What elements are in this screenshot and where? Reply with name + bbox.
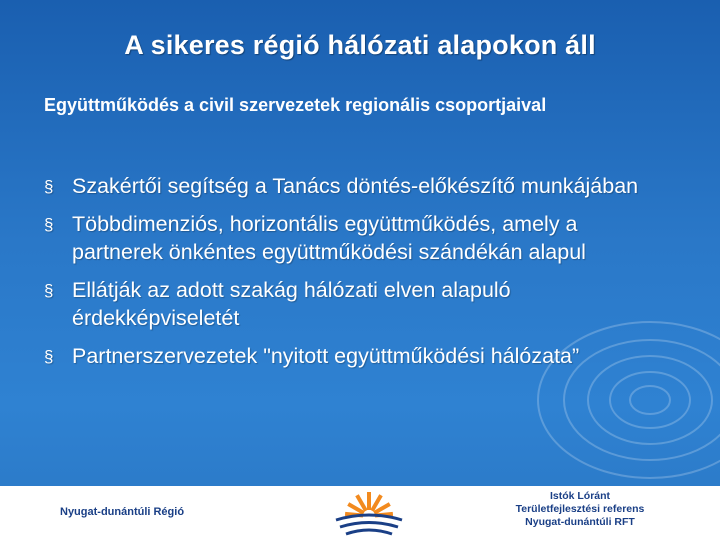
bullet-marker-icon: § — [44, 215, 54, 234]
footer-presenter — [500, 490, 660, 529]
bullet-marker-icon: § — [44, 347, 54, 366]
slide-footer — [0, 486, 720, 540]
presenter-organization: Nyugat-dunántúli RFT — [525, 516, 635, 528]
bullet-item — [44, 210, 674, 266]
presenter-name: Istók Lóránt — [549, 490, 611, 502]
bullet-text: Ellátják az adott szakág hálózati elven alapuló érdekképviseletét — [72, 278, 511, 330]
bullet-text: Többdimenziós, horizontális együttműködés, amely a partnerek önkéntes együttműködési szándékán alapul — [72, 212, 586, 264]
bullet-item — [44, 276, 674, 332]
region-logo-icon — [330, 488, 408, 538]
presenter-role: Területfejlesztési referens — [515, 503, 645, 515]
slide-subtitle: Együttműködés a civil szervezetek regionális csoportjaival — [44, 95, 547, 115]
bullet-marker-icon: § — [44, 177, 54, 196]
bullet-item — [44, 342, 674, 370]
bullet-list — [44, 172, 674, 380]
bullet-text: Szakértői segítség a Tanács döntés-előkészítő munkájában — [72, 174, 639, 198]
slide-title: A sikeres régió hálózati alapokon áll — [124, 30, 596, 60]
bullet-item — [44, 172, 674, 200]
bullet-text: Partnerszervezetek "nyitott együttműködési hálózata” — [72, 344, 580, 368]
footer-region-name: Nyugat-dunántúli Régió — [60, 506, 185, 518]
bullet-marker-icon: § — [44, 281, 54, 300]
